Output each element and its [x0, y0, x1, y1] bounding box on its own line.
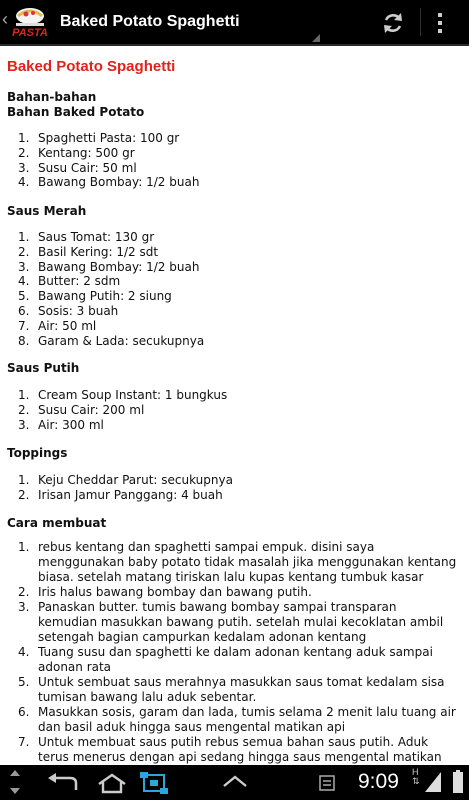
list-item: 3. Air: 300 ml	[18, 417, 104, 432]
recipe-title: Baked Potato Spaghetti	[7, 58, 176, 75]
toppings-list	[18, 473, 233, 503]
refresh-icon[interactable]	[380, 10, 406, 36]
steps-list	[18, 540, 458, 780]
action-bar	[0, 0, 469, 46]
dropdown-corner-icon	[312, 34, 320, 42]
keyboard-hide-icon[interactable]	[222, 774, 248, 788]
ingredients-heading: Bahan-bahan	[7, 90, 97, 104]
list-item: 8. Garam & Lada: secukupnya	[18, 333, 205, 348]
list-item: 1. Saus Tomat: 130 gr	[18, 230, 155, 244]
recipe-content[interactable]	[0, 46, 469, 765]
list-item: 2. Basil Kering: 1/2 sdt	[18, 244, 159, 259]
list-item: 6. Sosis: 3 buah	[18, 303, 119, 318]
data-activity-icon: ⇅	[412, 776, 420, 786]
home-icon[interactable]	[96, 772, 128, 794]
app-title: Baked Potato Spaghetti	[60, 13, 240, 30]
overflow-menu-icon[interactable]	[437, 12, 443, 34]
app-logo[interactable]	[10, 4, 50, 40]
list-item: 4. Bawang Bombay: 1/2 buah	[18, 175, 200, 190]
list-item: 2. Irisan Jamur Panggang: 4 buah	[18, 487, 223, 502]
scroll-indicator-icon	[8, 768, 22, 796]
clock[interactable]: 9:09	[358, 770, 399, 793]
baked-potato-list	[18, 131, 199, 190]
saus-merah-heading: Saus Merah	[7, 204, 87, 218]
list-item: 1. rebus kentang dan spaghetti sampai empuk. disini saya menggunakan baby potato tidak masalah jika menggunakan kentang biasa. setelah matang tiriskan lalu kupas kentang tumbuk kasar	[18, 540, 457, 584]
cara-membuat-heading: Cara membuat	[7, 516, 107, 530]
system-bar	[0, 765, 469, 800]
saus-merah-list	[18, 230, 204, 348]
list-item: 2. Iris halus bawang bombay dan bawang putih.	[18, 585, 312, 599]
list-item: 3. Susu Cair: 50 ml	[18, 160, 137, 175]
list-item: 1. Cream Soup Instant: 1 bungkus	[18, 388, 228, 402]
list-item: 5. Bawang Putih: 2 siung	[18, 289, 172, 304]
action-separator	[420, 8, 421, 36]
recent-apps-icon[interactable]	[139, 771, 169, 795]
list-item: 2. Susu Cair: 200 ml	[18, 402, 145, 417]
list-item: 6. Masukkan sosis, garam dan lada, tumis selama 2 menit lalu tuang air dan basil aduk hingga saus mengental matikan api	[18, 705, 456, 734]
saus-putih-heading: Saus Putih	[7, 361, 80, 375]
list-item: 7. Untuk membuat saus putih rebus semua bahan saus putih. Aduk terus menerus dengan api sedang hingga saus mengental matikan	[18, 735, 442, 764]
list-item: 7. Air: 50 ml	[18, 318, 97, 333]
back-icon[interactable]	[46, 772, 82, 794]
saus-putih-list	[18, 388, 227, 432]
list-item: 1. Spaghetti Pasta: 100 gr	[18, 131, 180, 145]
list-item: 2. Kentang: 500 gr	[18, 145, 135, 160]
list-item: 4. Butter: 2 sdm	[18, 274, 121, 289]
notification-icon[interactable]	[318, 774, 336, 792]
list-item: 3. Bawang Bombay: 1/2 buah	[18, 259, 200, 274]
back-chevron-icon[interactable]: ‹	[2, 9, 8, 29]
battery-icon	[452, 770, 464, 794]
baked-potato-heading: Bahan Baked Potato	[7, 105, 145, 119]
signal-strength-icon	[424, 771, 442, 793]
list-item: 3. Panaskan butter. tumis bawang bombay sampai transparan kemudian masukkan bawang putih. setelah mulai kecoklatan ambil setengah bagian campurkan kedalam adonan kentang	[18, 600, 444, 644]
list-item: 1. Keju Cheddar Parut: secukupnya	[18, 473, 233, 487]
list-item: 5. Untuk sembuat saus merahnya masukkan saus tomat kedalam sisa tumisan bawang lalu aduk sebentar.	[18, 675, 445, 704]
list-item: 4. Tuang susu dan spaghetti ke dalam adonan kentang aduk sampai adonan rata	[18, 645, 433, 674]
signal-type-indicator: H ⇅	[412, 767, 420, 786]
toppings-heading: Toppings	[7, 446, 68, 460]
logo-text: PASTA	[12, 27, 48, 39]
